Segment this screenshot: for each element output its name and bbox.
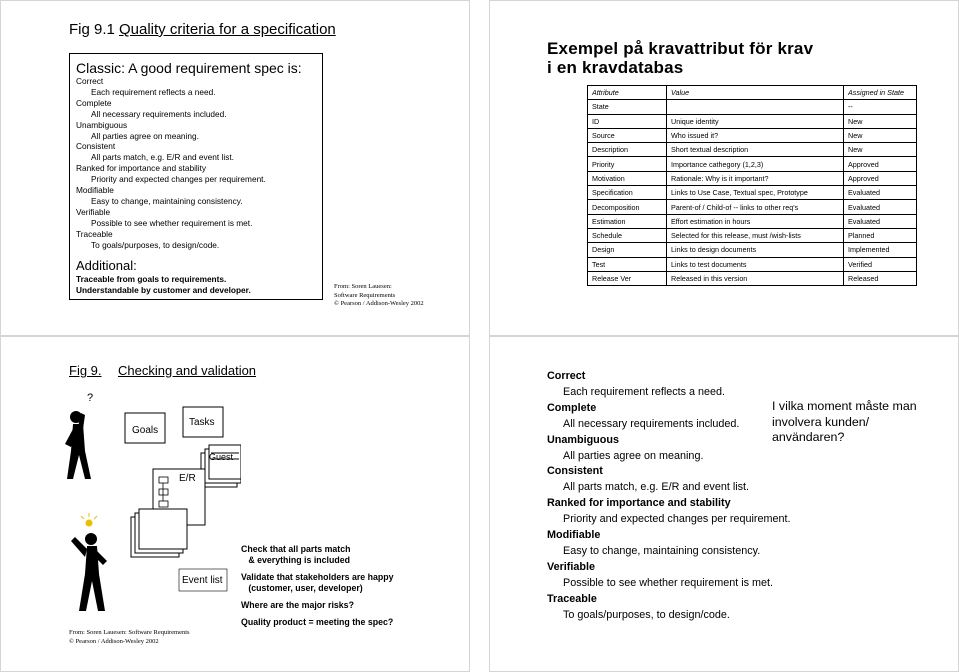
criterion-term: Modifiable	[76, 185, 114, 196]
criterion-desc: Easy to change, maintaining consistency.	[563, 544, 761, 557]
figure-number: Fig 9.1	[69, 21, 115, 38]
table-cell: Approved	[844, 157, 917, 171]
table-header-row	[588, 86, 917, 100]
table-cell: Who issued it?	[667, 128, 844, 142]
source-credit	[69, 629, 190, 646]
table-cell: Parent-of / Child-of -- links to other req's	[667, 200, 844, 214]
table-cell: Approved	[844, 171, 917, 185]
criterion-desc: Priority and expected changes per requirement.	[563, 513, 791, 526]
tasks-label: Tasks	[189, 417, 215, 428]
question-mark: ?	[87, 392, 94, 404]
table-cell: Test	[588, 257, 667, 271]
source-line: From: Soren Lauesen:	[334, 283, 392, 290]
table-row	[588, 157, 917, 171]
criterion-term: Verifiable	[547, 560, 596, 573]
table-cell: Unique identity	[667, 114, 844, 128]
figure-title	[69, 21, 336, 38]
table-row	[588, 228, 917, 242]
table-cell: Implemented	[844, 243, 917, 257]
table-cell: Specification	[588, 186, 667, 200]
criterion-desc: Possible to see whether requirement is met.	[91, 217, 253, 228]
idea-person-icon	[71, 513, 107, 611]
criterion-term: Modifiable	[547, 529, 601, 542]
criterion-desc: Each requirement reflects a need.	[563, 385, 726, 398]
table-cell: Evaluated	[844, 214, 917, 228]
list-item: Validate that stakeholders are happy (customer, user, developer)	[241, 572, 394, 593]
table-cell: Source	[588, 128, 667, 142]
criterion-term: Complete	[76, 97, 112, 108]
source-line: From: Soren Lauesen: Software Requirements	[69, 629, 190, 636]
list-item	[547, 560, 790, 592]
criteria-box	[69, 53, 323, 300]
criterion-term: Correct	[76, 76, 104, 86]
slide-quality-criteria	[0, 0, 470, 336]
additional-heading: Additional:	[76, 258, 137, 273]
attribute-table	[587, 85, 917, 286]
list-item	[547, 496, 790, 528]
involvement-question: I vilka moment måste man involvera kunden/ användaren?	[772, 399, 917, 444]
table-cell: Design	[588, 243, 667, 257]
check-list	[241, 544, 394, 634]
column-header: Assigned in State	[844, 86, 917, 100]
table-cell: Description	[588, 143, 667, 157]
criterion-desc: All parts match, e.g. E/R and event list.	[563, 481, 750, 494]
criterion-desc: All parties agree on meaning.	[563, 449, 704, 462]
figure-title	[69, 363, 256, 378]
criterion-desc: Priority and expected changes per requirement.	[91, 174, 266, 185]
slide-requirement-validation	[489, 336, 959, 672]
table-row	[588, 200, 917, 214]
list-item	[547, 369, 790, 401]
table-cell: --	[844, 100, 917, 114]
list-item	[76, 141, 266, 163]
list-item	[76, 76, 266, 98]
criterion-desc: Each requirement reflects a need.	[91, 86, 216, 97]
table-cell: Priority	[588, 157, 667, 171]
column-header: Value	[667, 86, 844, 100]
checking-diagram	[61, 389, 241, 629]
criterion-desc: Easy to change, maintaining consistency.	[91, 195, 243, 206]
figure-caption: Quality criteria for a specification	[119, 21, 336, 38]
event-list-icon	[131, 509, 187, 557]
table-row	[588, 100, 917, 114]
er-label: E/R	[179, 473, 196, 484]
list-item	[547, 592, 790, 624]
criterion-desc: All necessary requirements included.	[91, 108, 227, 119]
criterion-term: Correct	[547, 370, 586, 382]
criterion-term: Ranked for importance and stability	[547, 497, 731, 510]
guest-label: Guest	[209, 452, 234, 462]
table-cell: Verified	[844, 257, 917, 271]
additional-list	[76, 274, 251, 296]
table-cell: Effort estimation in hours	[667, 214, 844, 228]
criterion-term: Verifiable	[76, 206, 111, 217]
criterion-term: Consistent	[76, 141, 116, 152]
table-cell: Links to Use Case, Textual spec, Prototype	[667, 186, 844, 200]
slide-attribute-table	[489, 0, 959, 336]
list-item	[76, 98, 266, 120]
list-item: Check that all parts match & everything is included	[241, 544, 351, 565]
table-cell: Short textual description	[667, 143, 844, 157]
criterion-term: Unambiguous	[547, 433, 619, 446]
thinking-person-icon	[65, 392, 93, 479]
table-cell: Rationale: Why is it important?	[667, 171, 844, 185]
table-cell: Importance cathegory (1,2,3)	[667, 157, 844, 171]
figure-caption: Checking and validation	[118, 363, 257, 378]
table-row	[588, 171, 917, 185]
slide-title	[547, 39, 813, 77]
title-line: Exempel på kravattribut för krav	[547, 39, 814, 58]
criterion-desc: All necessary requirements included.	[563, 417, 740, 430]
source-line: Software Requirements	[334, 291, 396, 299]
criteria-heading: Classic: A good requirement spec is:	[76, 60, 302, 76]
table-cell: Selected for this release, must /wish-lists	[667, 228, 844, 242]
table-row	[588, 243, 917, 257]
criterion-term: Traceable	[76, 228, 113, 239]
criteria-list	[76, 76, 266, 251]
list-item: Quality product = meeting the spec?	[241, 617, 394, 627]
list-item	[76, 207, 266, 229]
column-header: Attribute	[588, 86, 667, 100]
criterion-term: Unambiguous	[76, 119, 128, 130]
table-cell: State	[588, 100, 667, 114]
list-item: Traceable from goals to requirements.	[76, 274, 227, 284]
table-row	[588, 128, 917, 142]
criterion-desc: To goals/purposes, to design/code.	[563, 608, 730, 621]
criterion-term: Ranked for importance and stability	[76, 163, 207, 174]
figure-number: Fig 9.	[69, 363, 102, 378]
list-item	[547, 528, 790, 560]
list-item	[547, 464, 790, 496]
list-item	[547, 433, 790, 465]
table-cell: Schedule	[588, 228, 667, 242]
source-line: © Pearson / Addison-Wesley 2002	[69, 637, 159, 645]
criterion-desc: Possible to see whether requirement is met.	[563, 576, 774, 589]
criterion-desc: All parties agree on meaning.	[91, 130, 199, 141]
table-cell: Estimation	[588, 214, 667, 228]
table-cell: Released in this version	[667, 271, 844, 285]
lightbulb-icon	[81, 513, 97, 527]
list-item: Where are the major risks?	[241, 600, 354, 610]
table-cell: Links to design documents	[667, 243, 844, 257]
table-cell: Evaluated	[844, 200, 917, 214]
list-item	[76, 120, 266, 142]
table-row	[588, 143, 917, 157]
table-cell: New	[844, 114, 917, 128]
goals-label: Goals	[132, 425, 159, 436]
criterion-term: Complete	[547, 401, 597, 414]
table-row	[588, 214, 917, 228]
criteria-list	[547, 369, 790, 624]
list-item	[547, 401, 790, 433]
title-line: i en kravdatabas	[547, 58, 684, 77]
list-item	[76, 185, 266, 207]
criterion-term: Traceable	[547, 592, 597, 605]
list-item: Understandable by customer and developer.	[76, 285, 251, 295]
criterion-desc: All parts match, e.g. E/R and event list.	[91, 152, 234, 163]
slide-checking-validation	[0, 336, 470, 672]
table-cell: Release Ver	[588, 271, 667, 285]
table-row	[588, 271, 917, 285]
table-row	[588, 114, 917, 128]
source-credit	[334, 283, 424, 309]
table-cell: Decomposition	[588, 200, 667, 214]
table-row	[588, 257, 917, 271]
list-item	[76, 229, 266, 251]
table-cell: Planned	[844, 228, 917, 242]
source-line: © Pearson / Addison-Wesley 2002	[334, 300, 424, 307]
table-cell: Links to test documents	[667, 257, 844, 271]
table-cell: New	[844, 128, 917, 142]
list-item	[76, 163, 266, 185]
event-list-label: Event list	[182, 575, 223, 586]
table-cell: Motivation	[588, 171, 667, 185]
table-row	[588, 186, 917, 200]
table-cell: Released	[844, 271, 917, 285]
table-cell	[667, 100, 844, 114]
table-cell: Evaluated	[844, 186, 917, 200]
criterion-term: Consistent	[547, 465, 603, 478]
criterion-desc: To goals/purposes, to design/code.	[91, 239, 220, 250]
table-cell: ID	[588, 114, 667, 128]
table-cell: New	[844, 143, 917, 157]
